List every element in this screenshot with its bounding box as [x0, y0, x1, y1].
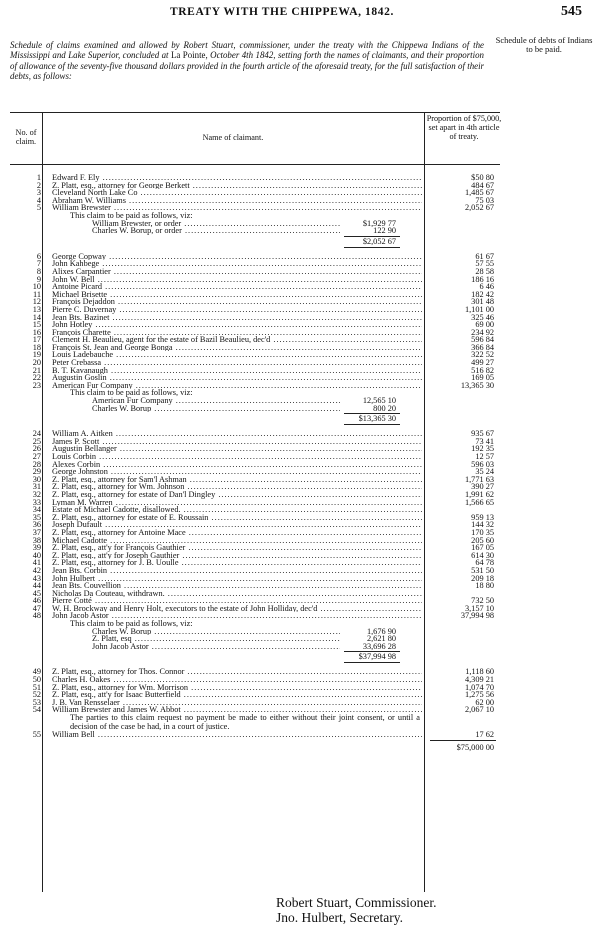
- claim-row: [10, 359, 500, 367]
- claim-amount: 1,991 62: [428, 491, 494, 499]
- claim-number: 38: [32, 535, 41, 545]
- claim-row: [10, 491, 500, 499]
- claimant-name: John Hulbert .....: [52, 575, 422, 583]
- split-payee: Z. Platt, esq .....: [92, 635, 372, 643]
- claim-row: [10, 306, 500, 314]
- claim-row: [10, 351, 500, 359]
- claimant-name: Z. Platt, esq., attorney for Thos. Connor .....: [52, 668, 422, 676]
- claim-amount: 6 46: [428, 283, 494, 291]
- claimant-name: Jean Bts. Corbin .....: [52, 567, 422, 575]
- claim-number: 31: [32, 482, 41, 492]
- column-header-number: No. of claim.: [15, 128, 37, 146]
- claim-number: 9: [36, 274, 41, 284]
- claim-amount: 390 27: [428, 483, 494, 491]
- claim-row: [10, 253, 500, 261]
- split-row: [10, 635, 500, 643]
- claimant-name: Z. Platt, esq., attorney for Wm. Johnson .....: [52, 483, 422, 491]
- claim-row: [10, 291, 500, 299]
- split-payee: William Brewster, or order .....: [92, 220, 372, 228]
- claimant-name: Peter Crebassa .....: [52, 359, 422, 367]
- claimant-name: William Brewster .....: [52, 204, 422, 212]
- claim-amount: 73 41: [428, 438, 494, 446]
- claim-row: [10, 182, 500, 190]
- claimant-name: Edward F. Ely .....: [52, 174, 422, 182]
- claim-row: [10, 499, 500, 507]
- claim-amount: 37,994 98: [428, 612, 494, 620]
- claim-row: [10, 276, 500, 284]
- claim-number: 44: [32, 581, 41, 591]
- claim-number: 8: [36, 266, 41, 276]
- claim-row: [10, 268, 500, 276]
- claim-amount: 62 00: [428, 699, 494, 707]
- subtotal-value: $13,365 30: [358, 414, 396, 424]
- claim-amount: 17 62: [428, 731, 494, 739]
- claim-amount: 325 46: [428, 314, 494, 322]
- claim-number: 25: [32, 436, 41, 446]
- claim-amount: 1,074 70: [428, 684, 494, 692]
- split-intro: This claim to be paid as follows, viz:: [70, 210, 193, 220]
- claim-row: [10, 731, 500, 739]
- split-subtotal: [10, 650, 500, 662]
- claim-amount: 1,485 67: [428, 189, 494, 197]
- claim-row: [10, 668, 500, 676]
- claim-amount: 186 16: [428, 276, 494, 284]
- split-row: [10, 628, 500, 636]
- claim-number: 48: [32, 611, 41, 621]
- claim-row: [10, 260, 500, 268]
- claim-amount: 170 35: [428, 529, 494, 537]
- claimant-name: John Kahbege .....: [52, 260, 422, 268]
- claim-amount: 35 24: [428, 468, 494, 476]
- claimant-name: Z. Platt, esq., attorney for George Berkett .....: [52, 182, 422, 190]
- claim-number: 27: [32, 452, 41, 461]
- claim-number: 29: [32, 467, 41, 477]
- claim-number: 50: [32, 675, 41, 685]
- claimant-name: J. B. Van Rensselaer .....: [52, 699, 422, 707]
- claim-amount: 732 50: [428, 597, 494, 605]
- claim-number: 10: [32, 282, 41, 292]
- claim-row: [10, 590, 500, 598]
- split-items-1: [10, 220, 500, 235]
- claim-amount: 1,566 65: [428, 499, 494, 507]
- split-subtotal: [10, 235, 500, 247]
- claim-amount: 531 50: [428, 567, 494, 575]
- claims-group-4: [10, 668, 500, 714]
- claim-row: [10, 189, 500, 197]
- claimant-name: Michael Cadotte .....: [52, 537, 422, 545]
- claimant-name: Lyman M. Warren .....: [52, 499, 422, 507]
- margin-note: Schedule of debts of Indians to be paid.: [495, 35, 593, 54]
- claim-row: [10, 605, 500, 613]
- claim-row: [10, 544, 500, 552]
- claimant-name: Alexes Corbin .....: [52, 461, 422, 469]
- claimant-name: Z. Platt, esq., attorney for estate of Dan'l Dingley .....: [52, 491, 422, 499]
- claim-row: [10, 461, 500, 469]
- claim-row: [10, 283, 500, 291]
- claim-row: [10, 374, 500, 382]
- intro-text-1: Schedule of claims examined and allowed by Robert Stuart, commissioner, under the treaty with the Chippewa Indians of the Mississippi and Lake Superior, concluded at: [10, 40, 484, 61]
- claim-amount: 69 00: [428, 321, 494, 329]
- claim-number: 1: [36, 173, 41, 182]
- claim-row: [10, 597, 500, 605]
- claim-amount: 596 84: [428, 336, 494, 344]
- claim-number: 54: [32, 705, 41, 715]
- page-header: [0, 6, 600, 22]
- split-amount: 122 90: [340, 227, 396, 235]
- claimant-name: John W. Bell .....: [52, 276, 422, 284]
- claim-number: 14: [32, 312, 41, 322]
- claimant-name: Alixes Carpantier .....: [52, 268, 422, 276]
- claim-number: 12: [32, 297, 41, 307]
- claim-number: 47: [32, 603, 41, 613]
- claim-number: 45: [32, 588, 41, 598]
- claim-amount: 596 03: [428, 461, 494, 469]
- claimant-name: William A. Aitken .....: [52, 430, 422, 438]
- claimant-name: Z. Platt, esq., att'y for Isaac Butterfield .....: [52, 691, 422, 699]
- claim-amount: 959 13: [428, 514, 494, 522]
- claimant-name: Jean Bts. Bazinet .....: [52, 314, 422, 322]
- claim-number: 16: [32, 327, 41, 337]
- claimant-name: Z. Platt, esq., attorney for J. B. Uoulle .....: [52, 559, 422, 567]
- claimant-name: Joseph Dufault .....: [52, 521, 422, 529]
- claim-row: [10, 336, 500, 344]
- claims-group-1: [10, 174, 500, 212]
- claim-row: [10, 298, 500, 306]
- claimant-name: Louis Corbin .....: [52, 453, 422, 461]
- claim-row: [10, 483, 500, 491]
- claim-number: 43: [32, 573, 41, 583]
- claim-row: [10, 445, 500, 453]
- claim-row: [10, 476, 500, 484]
- signature-commissioner: Robert Stuart, Commissioner.: [276, 895, 437, 910]
- claimant-name: François St. Jean and George Bonga .....: [52, 344, 422, 352]
- claim-row: [10, 468, 500, 476]
- grand-total: [10, 739, 500, 753]
- claim-row: [10, 567, 500, 575]
- split-payee: Charles W. Borup, or order .....: [92, 227, 372, 235]
- page-title: TREATY WITH THE CHIPPEWA, 1842.: [170, 6, 394, 18]
- claimant-name: Cleveland North Lake Co .....: [52, 189, 422, 197]
- claim-amount: 234 92: [428, 329, 494, 337]
- claim-number: 39: [32, 543, 41, 553]
- claims-group-5: [10, 731, 500, 739]
- claim-number: 15: [32, 320, 41, 330]
- claim-number: 46: [32, 596, 41, 606]
- claim-number: 6: [36, 251, 41, 261]
- split-amount: 33,696 28: [340, 643, 396, 651]
- claim-amount: $50 80: [428, 174, 494, 182]
- claimant-name: Augustin Goslin .....: [52, 374, 422, 382]
- split-amount: 12,565 10: [340, 397, 396, 405]
- claim-number: 11: [33, 289, 41, 299]
- claimant-name: Z. Platt, esq., attorney for Sam'l Ashman .....: [52, 476, 422, 484]
- claimant-name: Clement H. Beaulieu, agent for the estate of Bazil Beaulieu, dec'd .....: [52, 336, 422, 344]
- claim-row: [10, 438, 500, 446]
- claimant-name: Antoine Picard .....: [52, 283, 422, 291]
- claim-number: 20: [32, 358, 41, 368]
- subtotal-rule: [344, 424, 400, 425]
- split-intro: This claim to be paid as follows, viz:: [70, 388, 193, 398]
- claim-row: [10, 691, 500, 699]
- claim-amount: 2,052 67: [428, 204, 494, 212]
- claim-number: 3: [36, 188, 41, 198]
- claim-row: [10, 537, 500, 545]
- split-row: [10, 397, 500, 405]
- claim-amount: 1,275 56: [428, 691, 494, 699]
- claimant-name: Nicholas Da Couteau, withdrawn. .....: [52, 590, 422, 598]
- claimant-name: American Fur Company .....: [52, 382, 422, 390]
- subtotal-rule: [344, 247, 400, 248]
- claim-number: 36: [32, 520, 41, 530]
- claim-amount: 484 67: [428, 182, 494, 190]
- claim-row: [10, 552, 500, 560]
- split-amount: 800 20: [340, 405, 396, 413]
- claims-group-2: [10, 253, 500, 390]
- claim-amount: 366 84: [428, 344, 494, 352]
- claim-number: 28: [32, 459, 41, 469]
- split-amount: 1,676 90: [340, 628, 396, 636]
- intro-text-2: October 4th 1842, setting forth the names of claimants, and their proportion of allowance of the seventy-five thousand dollars provided in the fourth article of the aforesaid treaty, for the full satisfaction of their debts, as follows:: [10, 50, 484, 82]
- claim-number: 13: [32, 304, 41, 314]
- claim-number: 33: [32, 497, 41, 507]
- claim-row: [10, 197, 500, 205]
- claimant-name: Louis Ladebauche .....: [52, 351, 422, 359]
- claim-row: [10, 329, 500, 337]
- split-amount: $1,929 77: [340, 220, 396, 228]
- claim-amount: 301 48: [428, 298, 494, 306]
- claim-number: 21: [32, 365, 41, 375]
- claimant-name: Z. Platt, esq., att'y for François Gauthier .....: [52, 544, 422, 552]
- claim-amount: 209 18: [428, 575, 494, 583]
- claimant-name: Pierre C. Duvernay .....: [52, 306, 422, 314]
- claim-number: 42: [32, 565, 41, 575]
- split-payee: Charles W. Borup .....: [92, 405, 372, 413]
- claim-number: 5: [36, 203, 41, 213]
- total-value: $75,000 00: [456, 742, 494, 752]
- claim-number: 24: [32, 429, 41, 439]
- claimant-name: George Johnston .....: [52, 468, 422, 476]
- split-intro: This claim to be paid as follows, viz:: [70, 619, 193, 629]
- claim-number: 32: [32, 489, 41, 499]
- column-header-name: Name of claimant.: [202, 133, 264, 142]
- claim-row: [10, 529, 500, 537]
- claim-amount: 614 30: [428, 552, 494, 560]
- claim-amount: 12 57: [428, 453, 494, 461]
- claimant-name: Z. Platt, esq., attorney for Antoine Mace .....: [52, 529, 422, 537]
- claim-amount: 192 35: [428, 445, 494, 453]
- claim-number: 23: [32, 380, 41, 390]
- claim-amount: 205 60: [428, 537, 494, 545]
- claim-amount: 499 27: [428, 359, 494, 367]
- claim-row: [10, 506, 500, 514]
- claimant-name: John Hotley .....: [52, 321, 422, 329]
- claim-row: [10, 575, 500, 583]
- claim-number: 7: [36, 259, 41, 269]
- split-payee: Charles W. Borup .....: [92, 628, 372, 636]
- claim-number: 51: [32, 682, 41, 692]
- claim-amount: 322 52: [428, 351, 494, 359]
- split-items-3: [10, 628, 500, 651]
- claim-amount: 61 67: [428, 253, 494, 261]
- claimant-name: Z. Platt, esq., attorney for Wm. Morrison .....: [52, 684, 422, 692]
- signature-block: [276, 895, 437, 925]
- claim-amount: 182 42: [428, 291, 494, 299]
- split-payee: American Fur Company .....: [92, 397, 372, 405]
- claim-54-note: The parties to this claim request no payment be made to either without their joint consent, or until a decision of the case be had, in a court of justice.: [70, 713, 420, 731]
- claim-number: 55: [32, 730, 41, 740]
- claimant-name: B. T. Kavanaugh .....: [52, 367, 422, 375]
- claim-amount: 1,118 60: [428, 668, 494, 676]
- claim-amount: 18 80: [428, 582, 494, 590]
- split-payee: John Jacob Astor .....: [92, 643, 372, 651]
- claim-row: [10, 174, 500, 182]
- claim-amount: 144 32: [428, 521, 494, 529]
- total-rule: [430, 740, 496, 741]
- claimant-name: W. H. Brockway and Henry Holt, executors to the estate of John Holliday, dec'd .....: [52, 605, 422, 613]
- split-subtotal: [10, 412, 500, 424]
- claim-number: 30: [32, 474, 41, 484]
- subtotal-value: $37,994 98: [358, 652, 396, 662]
- claim-row: [10, 514, 500, 522]
- claim-number: 17: [32, 335, 41, 345]
- claimant-name: Estate of Michael Cadotte, disallowed. .....: [52, 506, 422, 514]
- table-header-rule: [10, 164, 500, 165]
- claims-group-3: [10, 430, 500, 620]
- claim-number: 26: [32, 444, 41, 454]
- claimant-name: John Jacob Astor .....: [52, 612, 422, 620]
- claimant-name: François Charette .....: [52, 329, 422, 337]
- claim-amount: 13,365 30: [428, 382, 494, 390]
- claim-number: 35: [32, 512, 41, 522]
- subtotal-value: $2,052 67: [362, 236, 396, 246]
- claim-amount: 169 05: [428, 374, 494, 382]
- claims-rows: [10, 174, 500, 753]
- claim-row: [10, 314, 500, 322]
- claimant-name: Michael Brisette .....: [52, 291, 422, 299]
- claim-row: [10, 559, 500, 567]
- claim-amount: 1,771 63: [428, 476, 494, 484]
- claim-number: 34: [32, 505, 41, 515]
- claim-amount: 516 82: [428, 367, 494, 375]
- claimant-name: Pierre Cotté .....: [52, 597, 422, 605]
- schedule-intro: [10, 40, 484, 82]
- claim-number: 37: [32, 527, 41, 537]
- claimant-name: Z. Platt, esq., att'y for Joseph Gauthier .....: [52, 552, 422, 560]
- claim-amount: 28 58: [428, 268, 494, 276]
- claim-row: [10, 367, 500, 375]
- claim-row: [10, 430, 500, 438]
- claimant-name: Z. Platt, esq., attorney for estate of E. Roussain .....: [52, 514, 422, 522]
- claimant-name: Charles H. Oakes .....: [52, 676, 422, 684]
- split-row: [10, 405, 500, 413]
- claim-amount: 2,067 10: [428, 706, 494, 714]
- claim-number: 18: [32, 342, 41, 352]
- claim-amount: 57 55: [428, 260, 494, 268]
- split-row: [10, 227, 500, 235]
- column-header-proportion: Proportion of $75,000, set apart in 4th article of treaty.: [426, 114, 502, 141]
- claim-row: [10, 453, 500, 461]
- claimant-name: Abraham W. Williams .....: [52, 197, 422, 205]
- claim-number: 2: [36, 180, 41, 190]
- claimant-name: François Dejaddon .....: [52, 298, 422, 306]
- claim-row: [10, 521, 500, 529]
- claim-number: 53: [32, 697, 41, 707]
- claim-row: [10, 684, 500, 692]
- claimant-name: William Brewster and James W. Abbot .....: [52, 706, 422, 714]
- claim-number: 19: [32, 350, 41, 360]
- split-row: [10, 220, 500, 228]
- signature-secretary: Jno. Hulbert, Secretary.: [276, 910, 403, 925]
- claim-amount: 75 03: [428, 197, 494, 205]
- claim-row: [10, 676, 500, 684]
- split-amount: 2,621 80: [340, 635, 396, 643]
- claim-row: [10, 699, 500, 707]
- claim-amount: 4,309 21: [428, 676, 494, 684]
- claim-row: [10, 344, 500, 352]
- split-row: [10, 643, 500, 651]
- claim-number: 4: [36, 195, 41, 205]
- table-top-rule: [10, 112, 500, 113]
- claim-amount: 1,101 00: [428, 306, 494, 314]
- claim-amount: 935 67: [428, 430, 494, 438]
- claimant-name: Augustin Bellanger .....: [52, 445, 422, 453]
- claim-row: [10, 321, 500, 329]
- claim-number: 52: [32, 690, 41, 700]
- subtotal-rule: [344, 662, 400, 663]
- intro-place: La Pointe,: [170, 50, 208, 61]
- claim-amount: 3,157 10: [428, 605, 494, 613]
- claim-number: 41: [32, 558, 41, 568]
- claim-amount: 167 05: [428, 544, 494, 552]
- claim-number: 40: [32, 550, 41, 560]
- claim-number: 22: [32, 373, 41, 383]
- claimant-name: Jean Bts. Couvellion .....: [52, 582, 422, 590]
- page-number: 545: [561, 4, 582, 19]
- claimant-name: William Bell .....: [52, 731, 422, 739]
- claimant-name: James P. Scott .....: [52, 438, 422, 446]
- claim-number: 49: [32, 667, 41, 677]
- split-items-2: [10, 397, 500, 412]
- claim-amount: 64 78: [428, 559, 494, 567]
- claimant-name: George Copway .....: [52, 253, 422, 261]
- claim-row: [10, 582, 500, 590]
